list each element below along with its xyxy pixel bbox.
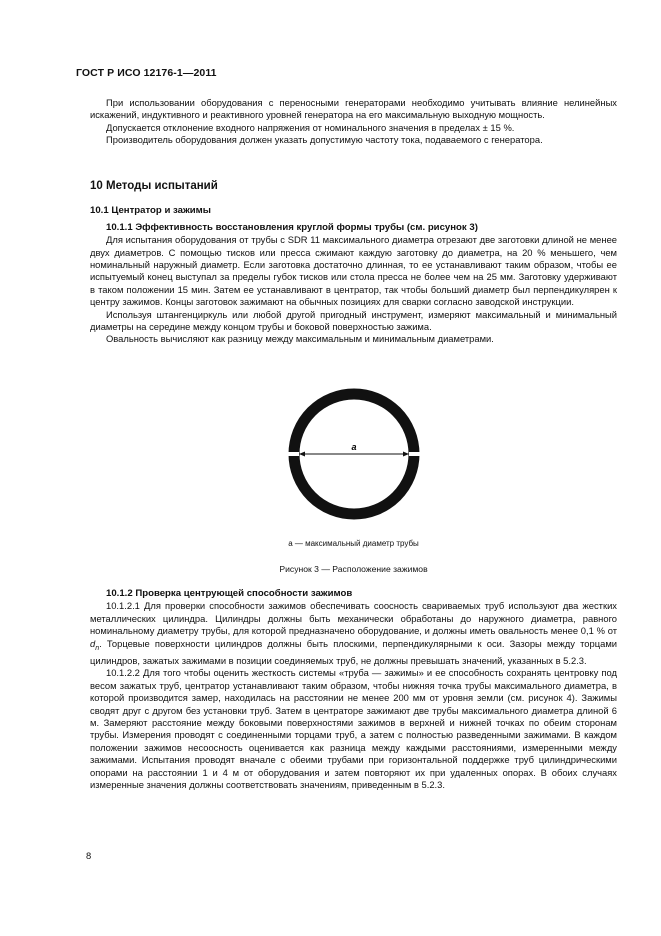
figure-key: a — максимальный диаметр трубы (288, 539, 419, 548)
document-header: ГОСТ Р ИСО 12176-1—2011 (76, 67, 217, 79)
paragraph-10-1-2-1 (90, 600, 617, 667)
diameter-label: a (350, 442, 357, 452)
arrow-right-icon (403, 452, 409, 457)
subsection-10-1-title: 10.1 Центратор и зажимы (90, 205, 211, 217)
clamp-gap-right (409, 452, 421, 456)
subsection-10-1-2-title: 10.1.2 Проверка центрующей способности зажимов (106, 588, 353, 599)
arrow-left-icon (299, 452, 305, 457)
section-10-1-2 (90, 588, 617, 791)
nominal-diameter-subscript: n (95, 644, 100, 652)
paragraph-10-1-2-2: 10.1.2.2 Для того чтобы оценить жесткость системы «труба — зажимы» и ее способность сохранять центровку под весом зажатых труб, центратор устанавливают таким образом, чтобы нижняя точка трубы максимального диаметра, в которой производится замер, находилась на расстоянии не менее 200 мм от уровня земли (см. рисунок 4). Зажимы сводят друг с другом без установки труб. Затем в центраторе зажимают две трубы максимального диаметра длиной 6 м. Замеряют расстояние между боковыми поверхностями зажимов в верхней и нижней точках по обеим сторонам трубы. Измерения проводят с соединенными торцами труб, а затем с полностью разведенными зажимами. В каждом положении зажимов несоосность оценивается как разница между каждыми расстояниями, измеренными между зажимами. Испытания проводят вначале с обеими трубами при горизонтальной поддержке труб цилиндрическими опорами на расстоянии 1 и 4 м от оборудования и затем повторяют их при удаленных опорах. В обоих случаях измеренные значения должны соответствовать значениям, приведенным в 5.2.3. (90, 667, 617, 790)
intro-paragraph-1: При использовании оборудования с переносными генераторами необходимо учитывать влияние нелинейных искажений, индуктивного и реактивного уровней генератора на его максимальную выходную мощность. (90, 97, 617, 121)
intro-paragraph-3: Производитель оборудования должен указать допустимую частоту тока, подаваемого с генератора. (106, 134, 543, 146)
figure-3 (90, 388, 617, 574)
paragraph-10-1-2-1-end: . Торцевые поверхности цилиндров должны быть плоскими, перпендикулярными к оси. Зазоры между торцами цилиндров, зажатых зажимами в позиции соединяемых труб, не должны превышать значений, указанных в 5.2.3. (90, 637, 617, 666)
page-number: 8 (86, 850, 92, 861)
intro-paragraph-2: Допускается отклонение входного напряжения от номинального значения в пределах ± 15 %. (106, 121, 515, 133)
section-10 (90, 180, 617, 346)
paragraph-10-1-2-1-start: 10.1.2.1 Для проверки способности зажимов обеспечивать соосность свариваемых труб используют два жестких металлических цилиндра. Цилиндры должны быть механически обработаны до наружного диаметра, равного номинальному диаметру трубы, для которой предназначено оборудование, и должны иметь овальность менее 0,1 % от (90, 600, 617, 637)
intro-block (90, 97, 617, 147)
clamp-gap-left (287, 452, 299, 456)
pipe-clamp-diagram (274, 388, 434, 520)
nominal-diameter-symbol: d (90, 637, 96, 649)
paragraph-10-1-1-2: Используя штангенциркуль или любой другой пригодный инструмент, измеряют максимальный и минимальный диаметры на середине между концом трубы и боковой поверхностью зажима. (90, 308, 617, 333)
paragraph-10-1-1-3: Овальность вычисляют как разницу между максимальным и минимальным диаметрами. (106, 333, 494, 345)
figure-caption: Рисунок 3 — Расположение зажимов (279, 564, 428, 574)
subsection-10-1-1-title: 10.1.1 Эффективность восстановления круглой формы трубы (см. рисунок 3) (106, 221, 478, 233)
paragraph-10-1-1-1: Для испытания оборудования от трубы с SDR 11 максимального диаметра отрезают две заготовки длиной не менее двух диаметров. С помощью тисков или пресса сжимают каждую заготовку до диаметра, на 20 % меньшего, чем номинальный наружный диаметр. Если заготовка достаточно длинная, то ее устанавливают таким образом, чтобы ее испытуемый конец выступал за пределы губок тисков или стола пресса не более чем на 25 мм. Заготовку удерживают в таком положении 15 мин. Затем ее устанавливают в центратор, так чтобы больший диаметр был перпендикулярен к центру зажимов. Концы заготовок зажимают на обычных позициях для сварки согласно заводской инструкции. (90, 234, 617, 308)
section-title: 10 Методы испытаний (90, 180, 218, 192)
